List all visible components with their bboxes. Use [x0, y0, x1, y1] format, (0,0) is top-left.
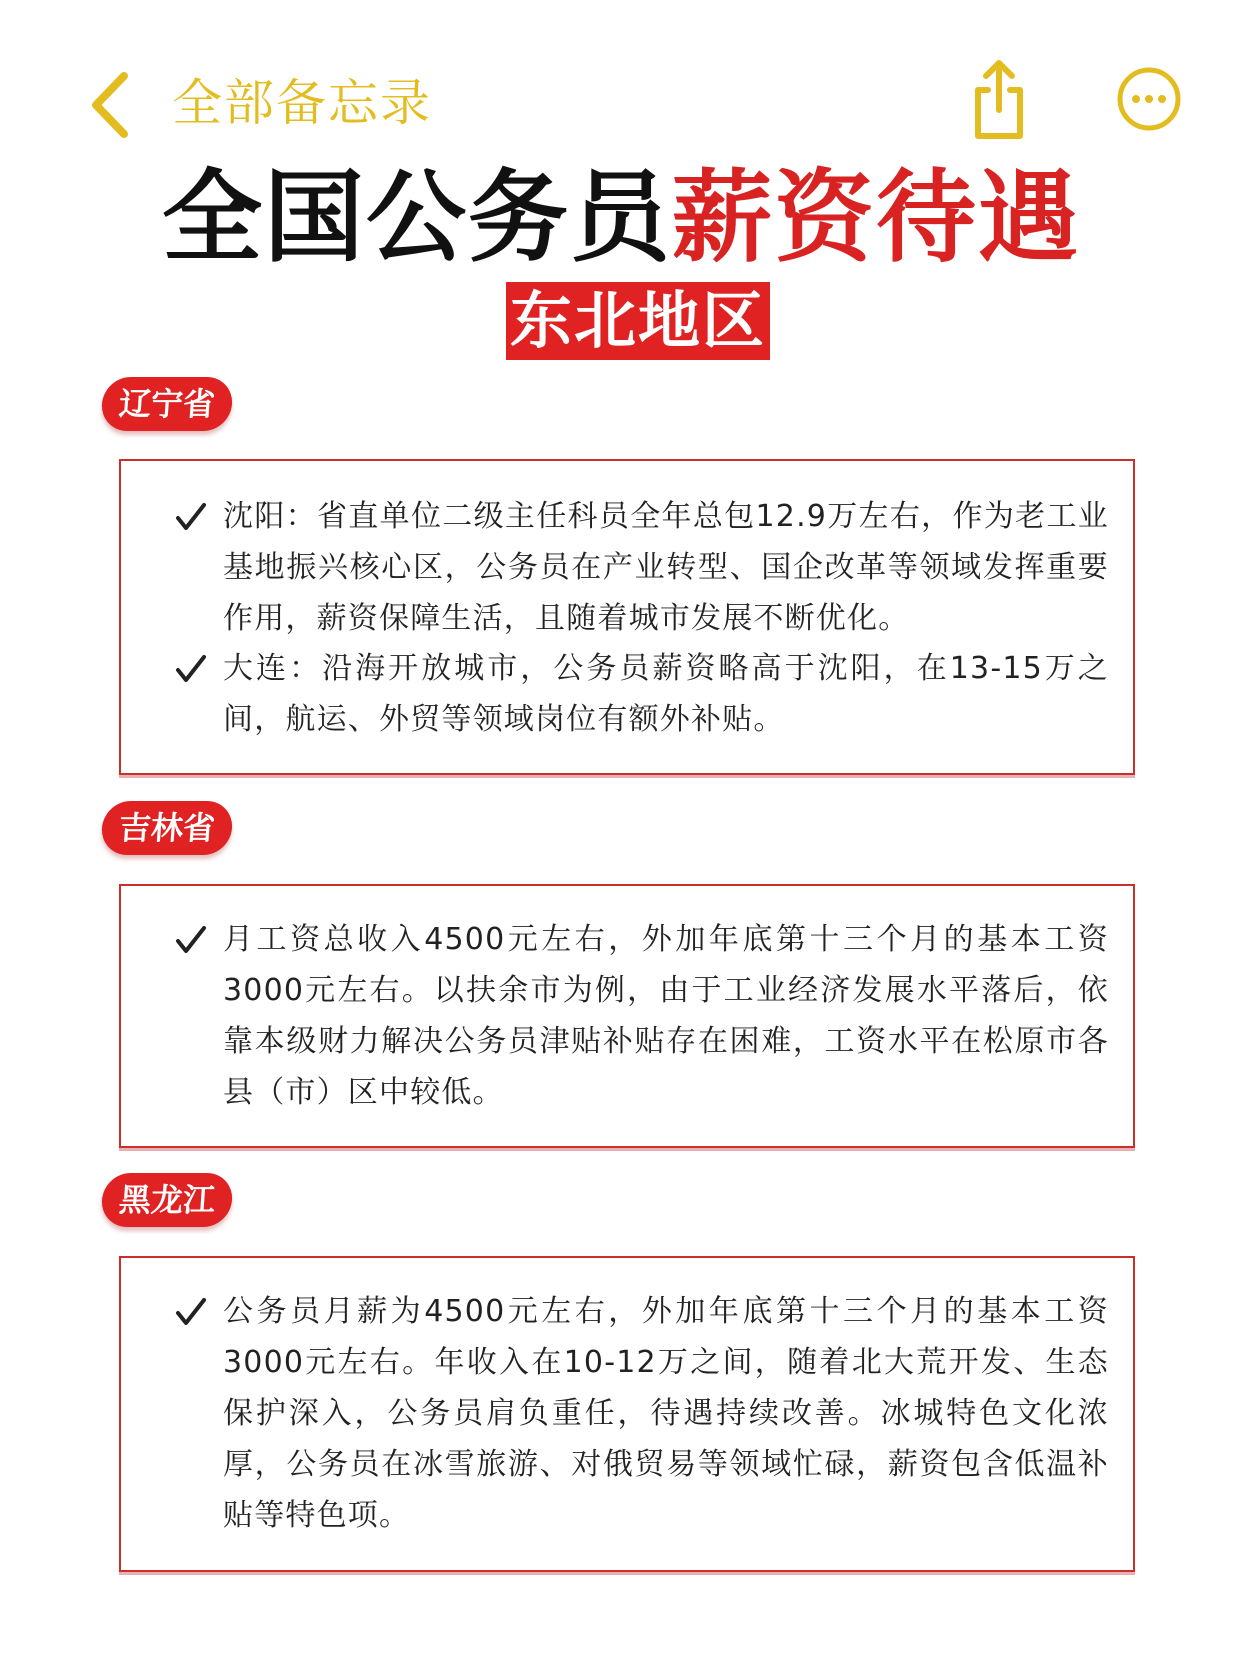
- item-text: 公务员月薪为4500元左右，外加年底第十三个月的基本工资3000元左右。年收入在10-12万之间，随着北大荒开发、生态保护深入，公务员肩负重任，待遇持续改善。冰城特色文化浓厚，公务员在冰雪旅游、对俄贸易等领域忙碌，薪资包含低温补贴等特色项。: [223, 1294, 1109, 1533]
- item-text: 沈阳：省直单位二级主任科员全年总包12.9万左右，作为老工业基地振兴核心区，公务员在产业转型、国企改革等领域发挥重要作用，薪资保障生活，且随着城市发展不断优化。: [223, 499, 1109, 636]
- chevron-left-icon[interactable]: [88, 70, 132, 140]
- list-item: [175, 914, 1109, 1118]
- section-box-jilin: [119, 884, 1135, 1148]
- section-box-heilongjiang: [119, 1256, 1135, 1572]
- region-badge: 东北地区: [506, 282, 770, 360]
- list-item: [175, 1286, 1109, 1541]
- list-item: [175, 643, 1109, 745]
- section-label-liaoning: 辽宁省: [100, 377, 234, 431]
- nav-bar: [0, 40, 1242, 155]
- title-red-part: 薪资待遇: [672, 159, 1080, 276]
- check-icon: [175, 1296, 207, 1328]
- title-black-part: 全国公务员: [162, 159, 672, 276]
- check-icon: [175, 653, 207, 685]
- item-text: 月工资总收入4500元左右，外加年底第十三个月的基本工资3000元左右。以扶余市为例，由于工业经济发展水平落后，依靠本级财力解决公务员津贴补贴存在困难，工资水平在松原市各县（市）区中较低。: [223, 922, 1109, 1110]
- section-label-heilongjiang: 黑龙江: [100, 1173, 234, 1227]
- page-title: [0, 158, 1242, 278]
- share-icon[interactable]: [970, 58, 1028, 142]
- check-icon: [175, 501, 207, 533]
- check-icon: [175, 924, 207, 956]
- item-text: 大连：沿海开放城市，公务员薪资略高于沈阳，在13-15万之间，航运、外贸等领域岗位有额外补贴。: [223, 651, 1109, 737]
- more-icon[interactable]: [1116, 66, 1182, 132]
- section-label-jilin: 吉林省: [100, 801, 234, 855]
- section-box-liaoning: [119, 459, 1135, 775]
- list-item: [175, 491, 1109, 644]
- back-button-label[interactable]: 全部备忘录: [172, 74, 432, 132]
